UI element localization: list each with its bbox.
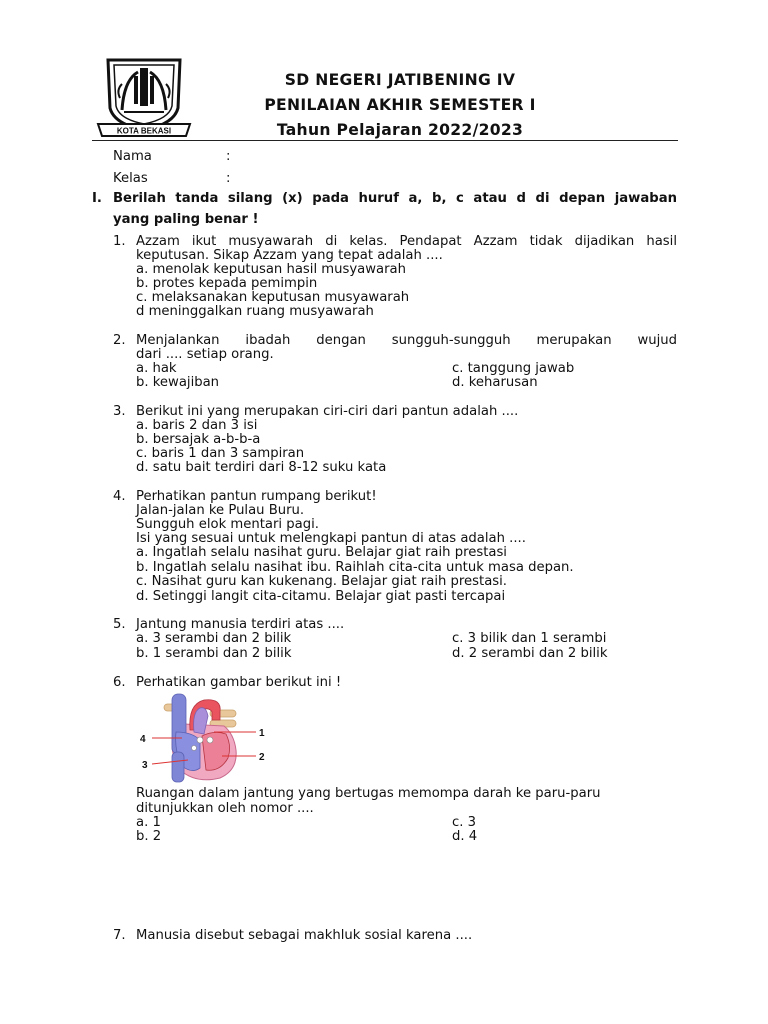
section-numeral: I. (92, 191, 102, 206)
q4-pantun-line-1: Jalan-jalan ke Pulau Buru. (136, 503, 305, 518)
school-logo (94, 50, 194, 142)
q2-option-b: b. kewajiban (136, 375, 220, 390)
school-name: SD NEGERI JATIBENING IV (284, 71, 516, 89)
q1-option-c: c. melaksanakan keputusan musyawarah (136, 290, 410, 305)
q1-number: 1. (113, 234, 126, 249)
q6-number: 6. (113, 675, 126, 690)
q4-text-line-4: Isi yang sesuai untuk melengkapi pantun di atas adalah .... (136, 531, 526, 546)
logo-text: KOTA BEKASI (116, 126, 172, 136)
q5-option-c: c. 3 bilik dan 1 serambi (452, 631, 607, 646)
q4-number: 4. (113, 489, 126, 504)
heart-diagram (134, 690, 272, 786)
q2-text-line-2: dari .... setiap orang. (136, 347, 274, 362)
q7-text: Manusia disebut sebagai makhluk sosial karena .... (136, 928, 473, 943)
header-divider (92, 140, 678, 141)
q1-option-d: d meninggalkan ruang musyawarah (136, 304, 374, 319)
instruction-line-1: Berilah tanda silang (x) pada huruf a, b, c atau d di depan jawaban (113, 191, 677, 206)
instruction-line-2: yang paling benar ! (113, 212, 259, 227)
q3-option-d: d. satu bait terdiri dari 8-12 suku kata (136, 460, 387, 475)
q1-text-line-2: keputusan. Sikap Azzam yang tepat adalah .... (136, 248, 443, 263)
q6-option-c: c. 3 (452, 815, 477, 830)
q6-option-a: a. 1 (136, 815, 161, 830)
school-year: Tahun Pelajaran 2022/2023 (276, 121, 524, 139)
q1-option-a: a. menolak keputusan hasil musyawarah (136, 262, 406, 277)
q4-text-line-1: Perhatikan pantun rumpang berikut! (136, 489, 377, 504)
q2-text-line-1: Menjalankan ibadah dengan sungguh-sungguh merupakan wujud (136, 333, 677, 348)
q4-option-d: d. Setinggi langit cita-citamu. Belajar giat pasti tercapai (136, 589, 506, 604)
q4-option-a: a. Ingatlah selalu nasihat guru. Belajar giat raih prestasi (136, 545, 507, 560)
q5-option-b: b. 1 serambi dan 2 bilik (136, 646, 292, 661)
q5-text: Jantung manusia terdiri atas .... (136, 617, 345, 632)
class-label: Kelas (113, 171, 148, 186)
q2-option-c: c. tanggung jawab (452, 361, 575, 376)
q2-option-d: d. keharusan (452, 375, 538, 390)
q2-number: 2. (113, 333, 126, 348)
q6-option-d: d. 4 (452, 829, 478, 844)
q7-number: 7. (113, 928, 126, 943)
q3-text: Berikut ini yang merupakan ciri-ciri dari pantun adalah .... (136, 404, 519, 419)
name-colon: : (226, 149, 231, 164)
diagram-label-2: 2 (259, 752, 265, 763)
name-label: Nama (113, 149, 152, 164)
q3-number: 3. (113, 404, 126, 419)
q2-option-a: a. hak (136, 361, 177, 376)
q6-text-line-3: ditunjukkan oleh nomor .... (136, 801, 314, 816)
q1-text-line-1: Azzam ikut musyawarah di kelas. Pendapat Azzam tidak dijadikan hasil (136, 234, 677, 249)
q4-option-b: b. Ingatlah selalu nasihat ibu. Raihlah cita-cita untuk masa depan. (136, 560, 574, 575)
diagram-label-4: 4 (140, 734, 146, 745)
diagram-label-1: 1 (259, 728, 265, 739)
q5-number: 5. (113, 617, 126, 632)
q3-option-a: a. baris 2 dan 3 isi (136, 418, 258, 433)
q6-text-line-2: Ruangan dalam jantung yang bertugas memompa darah ke paru-paru (136, 786, 601, 801)
q6-text-line-1: Perhatikan gambar berikut ini ! (136, 675, 342, 690)
q1-option-b: b. protes kepada pemimpin (136, 276, 318, 291)
q4-pantun-line-2: Sungguh elok mentari pagi. (136, 517, 319, 532)
class-colon: : (226, 171, 231, 186)
q3-option-c: c. baris 1 dan 3 sampiran (136, 446, 305, 461)
q4-option-c: c. Nasihat guru kan kukenang. Belajar giat raih prestasi. (136, 574, 508, 589)
exam-title: PENILAIAN AKHIR SEMESTER I (264, 96, 536, 114)
q3-option-b: b. bersajak a-b-b-a (136, 432, 261, 447)
diagram-label-3: 3 (142, 760, 148, 771)
q5-option-d: d. 2 serambi dan 2 bilik (452, 646, 608, 661)
q6-option-b: b. 2 (136, 829, 162, 844)
q5-option-a: a. 3 serambi dan 2 bilik (136, 631, 292, 646)
